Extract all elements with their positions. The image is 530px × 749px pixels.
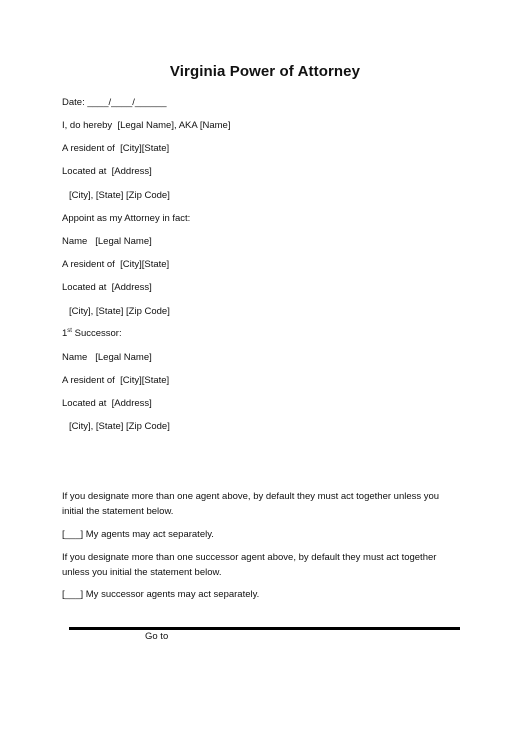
date-line: Date: ____/____/______ [62,97,167,108]
successor-number: 1 [62,328,68,339]
attorney-city-line: [City], [State] [Zip Code] [69,306,170,317]
attorney-name-line: Name [Legal Name] [62,236,152,247]
successor-ordinal-suffix: st [67,328,72,334]
successor-heading [62,328,122,340]
successor-name-line: Name [Legal Name] [62,352,152,363]
principal-name-line: I, do hereby [Legal Name], AKA [Name] [62,120,231,131]
successor-resident-line: A resident of [City][State] [62,375,170,386]
go-to-link[interactable]: Go to [145,631,169,642]
successor-located-line: Located at [Address] [62,398,152,409]
successors-statement: If you designate more than one successor agent above, by default they must act together unless you initial the statement below. [62,552,437,578]
principal-resident-line: A resident of [City][State] [62,143,170,154]
successor-heading-text: Successor: [71,328,122,339]
successor-city-line: [City], [State] [Zip Code] [69,421,170,432]
successors-option: [___] My successor agents may act separately. [62,589,260,600]
principal-located-line: Located at [Address] [62,166,152,177]
appoint-line: Appoint as my Attorney in fact: [62,213,191,224]
document-title: Virginia Power of Attorney [169,63,361,80]
agents-option: [___] My agents may act separately. [62,529,214,540]
attorney-located-line: Located at [Address] [62,282,152,293]
attorney-resident-line: A resident of [City][State] [62,259,170,270]
footer-divider [69,627,460,630]
principal-city-line: [City], [State] [Zip Code] [69,190,170,201]
agents-statement: If you designate more than one agent above, by default they must act together unless you initial the statement below. [62,491,440,517]
